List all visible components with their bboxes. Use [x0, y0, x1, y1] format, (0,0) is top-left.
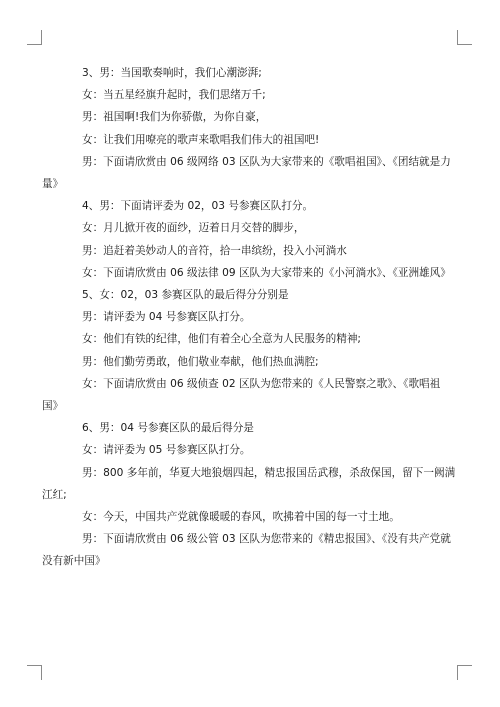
paragraph: 男：祖国啊!我们为你骄傲，为你自豪， — [82, 111, 267, 124]
paragraph-line: 男：下面请欣赏由 06 级网络 03 区队为大家带来的《歌唱祖国》、《团结就是力 — [82, 155, 451, 168]
crop-mark-top-left — [27, 30, 42, 45]
paragraph-line: 国》 — [42, 400, 64, 413]
paragraph-line: 女：下面请欣赏由 06 级侦查 02 区队为您带来的《人民警察之歌》、《歌唱祖 — [82, 377, 441, 390]
paragraph: 女：下面请欣赏由 06 级法律 09 区队为大家带来的《小河淌水》、《亚洲雄风》 — [82, 266, 451, 279]
paragraph: 4、男：下面请评委为 02，03 号参赛区队打分。 — [82, 200, 314, 213]
paragraph-line: 没有新中国》 — [42, 555, 106, 568]
paragraph-line: 男：下面请欣赏由 06 级公管 03 区队为您带来的《精忠报国》、《没有共产党就 — [82, 533, 451, 546]
paragraph: 女：请评委为 05 号参赛区队打分。 — [82, 444, 251, 457]
paragraph-line: 男：800 多年前，华夏大地狼烟四起，精忠报国岳武穆，杀敌保国，留下一阙满 — [82, 466, 456, 479]
paragraph — [42, 373, 448, 417]
paragraph-line: 量》 — [42, 178, 64, 191]
paragraph: 6、男：04 号参赛区队的最后得分是 — [82, 422, 254, 435]
paragraph: 3、男：当国歌奏响时，我们心潮澎湃; — [82, 67, 262, 79]
paragraph: 女：他们有铁的纪律，他们有着全心全意为人民服务的精神; — [82, 333, 362, 346]
paragraph: 男：请评委为 04 号参赛区队打分。 — [82, 311, 251, 324]
paragraph: 女：当五星经旗升起时，我们思绪万千; — [82, 89, 266, 102]
paragraph: 女：今天，中国共产党就像暖暖的春风，吹拂着中国的每一寸土地。 — [82, 511, 400, 524]
crop-mark-bottom-right — [457, 665, 472, 680]
crop-mark-top-right — [457, 30, 472, 45]
paragraph: 男：追赶着美妙动人的音符，拾一串缤纷，投入小河淌水 — [82, 244, 347, 257]
paragraph: 女：让我们用嘹亮的歌声来歌唱我们伟大的祖国吧! — [82, 133, 320, 146]
paragraph — [42, 528, 451, 572]
document-body — [42, 62, 456, 573]
paragraph — [42, 462, 456, 506]
paragraph — [42, 151, 451, 195]
paragraph-line: 江红; — [42, 488, 67, 501]
paragraph: 5、女：02，03 参赛区队的最后得分分别是 — [82, 289, 289, 302]
crop-mark-bottom-left — [27, 665, 42, 680]
paragraph: 男：他们勤劳勇敢，他们敬业奉献，他们热血满腔; — [82, 355, 319, 368]
paragraph: 女：月儿掀开夜的面纱，迈着日月交替的脚步， — [82, 222, 305, 235]
